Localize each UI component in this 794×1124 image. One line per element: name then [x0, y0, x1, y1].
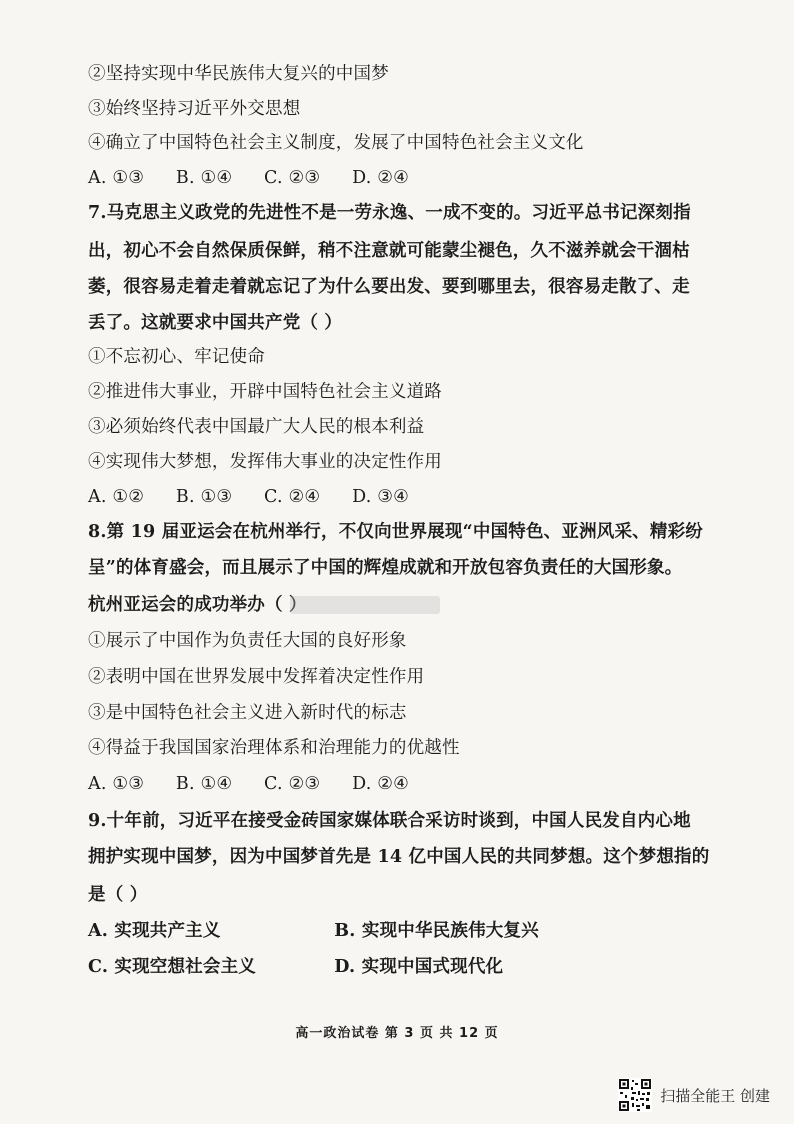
q7-option-3: ③必须始终代表中国最广大人民的根本利益 — [88, 417, 425, 437]
q8-option-1: ①展示了中国作为负责任大国的良好形象 — [88, 631, 407, 651]
q7-stem-line-1: 7.马克思主义政党的先进性不是一劳永逸、一成不变的。习近平总书记深刻指 — [88, 203, 691, 223]
q7-option-2: ②推进伟大事业，开辟中国特色社会主义道路 — [88, 382, 442, 402]
q8-answer-c: C. ②③ — [264, 774, 321, 794]
q9-answer-b: B. 实现中华民族伟大复兴 — [334, 921, 539, 941]
scan-smudge — [290, 596, 440, 614]
q6-answer-a: A. ①③ — [88, 168, 145, 188]
q6-answer-b: B. ①④ — [175, 168, 233, 188]
q9-stem-line-2: 拥护实现中国梦，因为中国梦首先是 14 亿中国人民的共同梦想。这个梦想指的 — [88, 847, 710, 867]
q8-option-4: ④得益于我国国家治理体系和治理能力的优越性 — [88, 738, 460, 758]
q9-answer-c: C. 实现空想社会主义 — [88, 957, 257, 977]
q7-option-1: ①不忘初心、牢记使命 — [88, 347, 265, 367]
q8-answer-a: A. ①③ — [88, 774, 145, 794]
q6-answer-d: D. ②④ — [352, 168, 410, 188]
qr-code-icon — [618, 1078, 652, 1112]
q9-answer-a: A. 实现共产主义 — [88, 921, 221, 941]
q7-answer-d: D. ③④ — [352, 487, 410, 507]
q8-answer-row — [88, 773, 435, 795]
q6-answer-row — [88, 167, 435, 189]
q8-stem-line-2: 呈”的体育盛会，而且展示了中国的辉煌成就和开放包容负责任的大国形象。 — [88, 558, 683, 578]
q6-answer-c: C. ②③ — [264, 168, 321, 188]
q8-answer-d: D. ②④ — [352, 774, 410, 794]
q8-option-2: ②表明中国在世界发展中发挥着决定性作用 — [88, 667, 425, 687]
q9-answer-d: D. 实现中国式现代化 — [334, 957, 504, 977]
q6-option-3: ③始终坚持习近平外交思想 — [88, 99, 301, 119]
q7-answer-c: C. ②④ — [264, 487, 321, 507]
q7-answer-b: B. ①③ — [175, 487, 233, 507]
page-footer: 高一政治试卷 第 3 页 共 12 页 — [295, 1026, 499, 1041]
q7-stem-line-3: 萎，很容易走着走着就忘记了为什么要出发、要到哪里去，很容易走散了、走 — [88, 277, 690, 297]
q8-answer-b: B. ①④ — [175, 774, 233, 794]
q8-stem-line-1: 8.第 19 届亚运会在杭州举行，不仅向世界展现“中国特色、亚洲风采、精彩纷 — [88, 522, 703, 542]
scanner-watermark — [618, 1078, 770, 1112]
q6-option-2: ②坚持实现中华民族伟大复兴的中国梦 — [88, 64, 389, 84]
q7-stem-line-4: 丢了。这就要求中国共产党（ ） — [88, 313, 343, 333]
q6-option-4: ④确立了中国特色社会主义制度，发展了中国特色社会主义文化 — [88, 133, 584, 153]
q9-stem-line-1: 9.十年前，习近平在接受金砖国家媒体联合采访时谈到，中国人民发自内心地 — [88, 811, 691, 831]
q7-answer-a: A. ①② — [88, 487, 145, 507]
q9-answer-row-1 — [88, 920, 539, 942]
q8-option-3: ③是中国特色社会主义进入新时代的标志 — [88, 703, 407, 723]
q7-answer-row — [88, 486, 435, 508]
scanner-label: 扫描全能王 创建 — [660, 1086, 770, 1105]
q9-stem-line-3: 是（ ） — [88, 885, 148, 905]
q9-answer-row-2 — [88, 956, 503, 978]
q8-stem-line-3: 杭州亚运会的成功举办（ ） — [88, 595, 307, 615]
q7-stem-line-2: 出，初心不会自然保质保鲜，稍不注意就可能蒙尘褪色，久不滋养就会干涸枯 — [88, 241, 690, 261]
q7-option-4: ④实现伟大梦想，发挥伟大事业的决定性作用 — [88, 452, 442, 472]
